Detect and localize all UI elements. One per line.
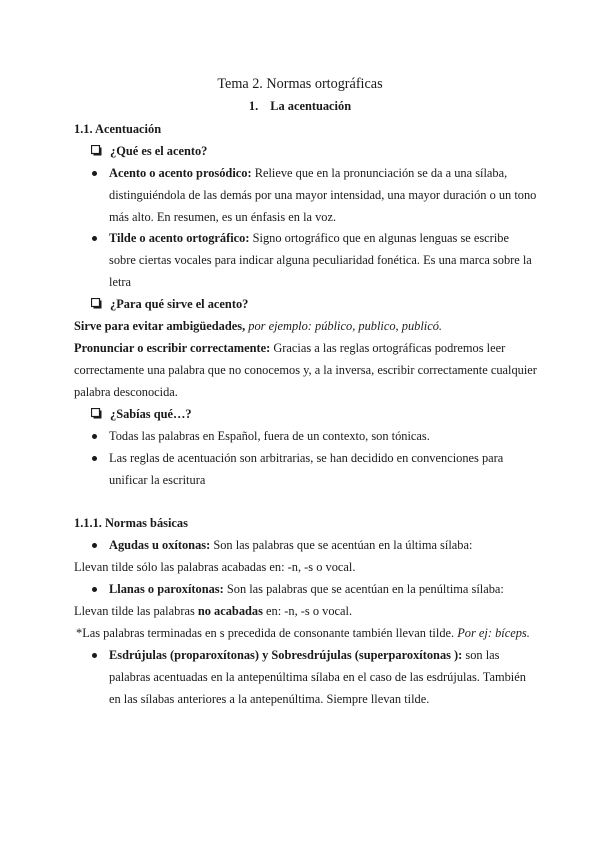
- term-llanas: Llanas o paroxítonas:: [109, 582, 224, 596]
- bullet-icon: [92, 456, 97, 461]
- bullet-icon: [92, 653, 97, 658]
- note-text: *Las palabras terminadas en s precedida de consonante también llevan tilde.: [76, 626, 455, 640]
- bullet-icon: [92, 434, 97, 439]
- list-item-acento-cont: más alto. En resumen, es un énfasis en la voz.: [109, 210, 337, 224]
- list-item-acento-cont: distinguiéndola de las demás por una mayor intensidad, una mayor duración o un tono: [109, 188, 537, 202]
- heading-1-1: 1.1. Acentuación: [74, 122, 162, 136]
- paragraph-pronunciar-cont: palabra desconocida.: [74, 385, 178, 399]
- list-item-esdrujulas-cont: palabras acentuadas en la antepenúltima sílaba en el caso de las esdrújulas. También: [109, 670, 526, 684]
- list-item-tonicas: Todas las palabras en Español, fuera de un contexto, son tónicas.: [109, 429, 430, 443]
- rule-agudas: Llevan tilde sólo las palabras acabadas en: -n, -s o vocal.: [74, 560, 356, 574]
- checkbox-bullet-icon: [91, 145, 102, 156]
- question-what-is-accent: ¿Qué es el acento?: [110, 144, 208, 158]
- list-item-arbitrarias-cont: unificar la escritura: [109, 473, 206, 487]
- section-title: La acentuación: [270, 99, 352, 113]
- term-agudas: Agudas u oxítonas:: [109, 538, 211, 552]
- document-title: Tema 2. Normas ortográficas: [217, 76, 383, 92]
- heading-1-1-1: 1.1.1. Normas básicas: [74, 516, 188, 530]
- bullet-icon: [92, 236, 97, 241]
- definition-text: Son las palabras que se acentúan en la penúltima sílaba:: [223, 582, 504, 596]
- term-ambiguedades: Sirve para evitar ambigüedades,: [74, 319, 246, 333]
- paragraph-ambiguedades: [74, 319, 442, 334]
- list-item-tilde-cont: letra: [109, 275, 132, 289]
- rule-text: Llevan tilde las palabras: [74, 604, 198, 618]
- list-item-tilde-cont: sobre ciertas vocales para indicar alguna peculiaridad fonética. Es una marca sobre la: [109, 253, 532, 267]
- list-item-llanas: [109, 582, 504, 597]
- paragraph-text: Gracias a las reglas ortográficas podremos leer: [270, 341, 506, 355]
- term-acento: Acento o acento prosódico:: [109, 166, 252, 180]
- note-example: Por ej: bíceps.: [454, 626, 530, 640]
- list-item-tilde: [109, 231, 509, 246]
- question-sabias-que: ¿Sabías qué…?: [110, 407, 192, 421]
- example-text: por ejemplo: público, publico, publicó.: [245, 319, 443, 333]
- rule-emphasis: no acabadas: [197, 604, 263, 618]
- definition-text: Son las palabras que se acentúan en la última sílaba:: [210, 538, 473, 552]
- question-what-for: ¿Para qué sirve el acento?: [110, 297, 249, 311]
- bullet-icon: [92, 171, 97, 176]
- definition-text: son las: [462, 648, 500, 662]
- term-esdrujulas: Esdrújulas (proparoxítonas) y Sobresdrújulas (superparoxítonas ):: [109, 648, 463, 662]
- term-pronunciar: Pronunciar o escribir correctamente:: [74, 341, 271, 355]
- bullet-icon: [92, 587, 97, 592]
- rule-text: en: -n, -s o vocal.: [262, 604, 353, 618]
- rule-llanas: [74, 604, 352, 619]
- definition-text: Signo ortográfico que en algunas lenguas se escribe: [249, 231, 509, 245]
- list-item-esdrujulas: [109, 648, 500, 663]
- term-tilde: Tilde o acento ortográfico:: [109, 231, 250, 245]
- checkbox-bullet-icon: [91, 298, 102, 309]
- list-item-esdrujulas-cont: en las sílabas anteriores a la antepenúltima. Siempre llevan tilde.: [109, 692, 430, 706]
- section-heading-1: [0, 99, 600, 114]
- bullet-icon: [92, 543, 97, 548]
- paragraph-pronunciar: [74, 341, 505, 356]
- definition-text: Relieve que en la pronunciación se da a una sílaba,: [251, 166, 508, 180]
- paragraph-pronunciar-cont: correctamente una palabra que no conocemos y, a la inversa, escribir correctamente cualquier: [74, 363, 537, 377]
- section-number: 1.: [248, 99, 259, 113]
- list-item-agudas: [109, 538, 472, 553]
- checkbox-bullet-icon: [91, 408, 102, 419]
- note-consonante: [76, 626, 530, 641]
- list-item-arbitrarias: Las reglas de acentuación son arbitrarias, se han decidido en convenciones para: [109, 451, 504, 465]
- list-item-acento: [109, 166, 507, 181]
